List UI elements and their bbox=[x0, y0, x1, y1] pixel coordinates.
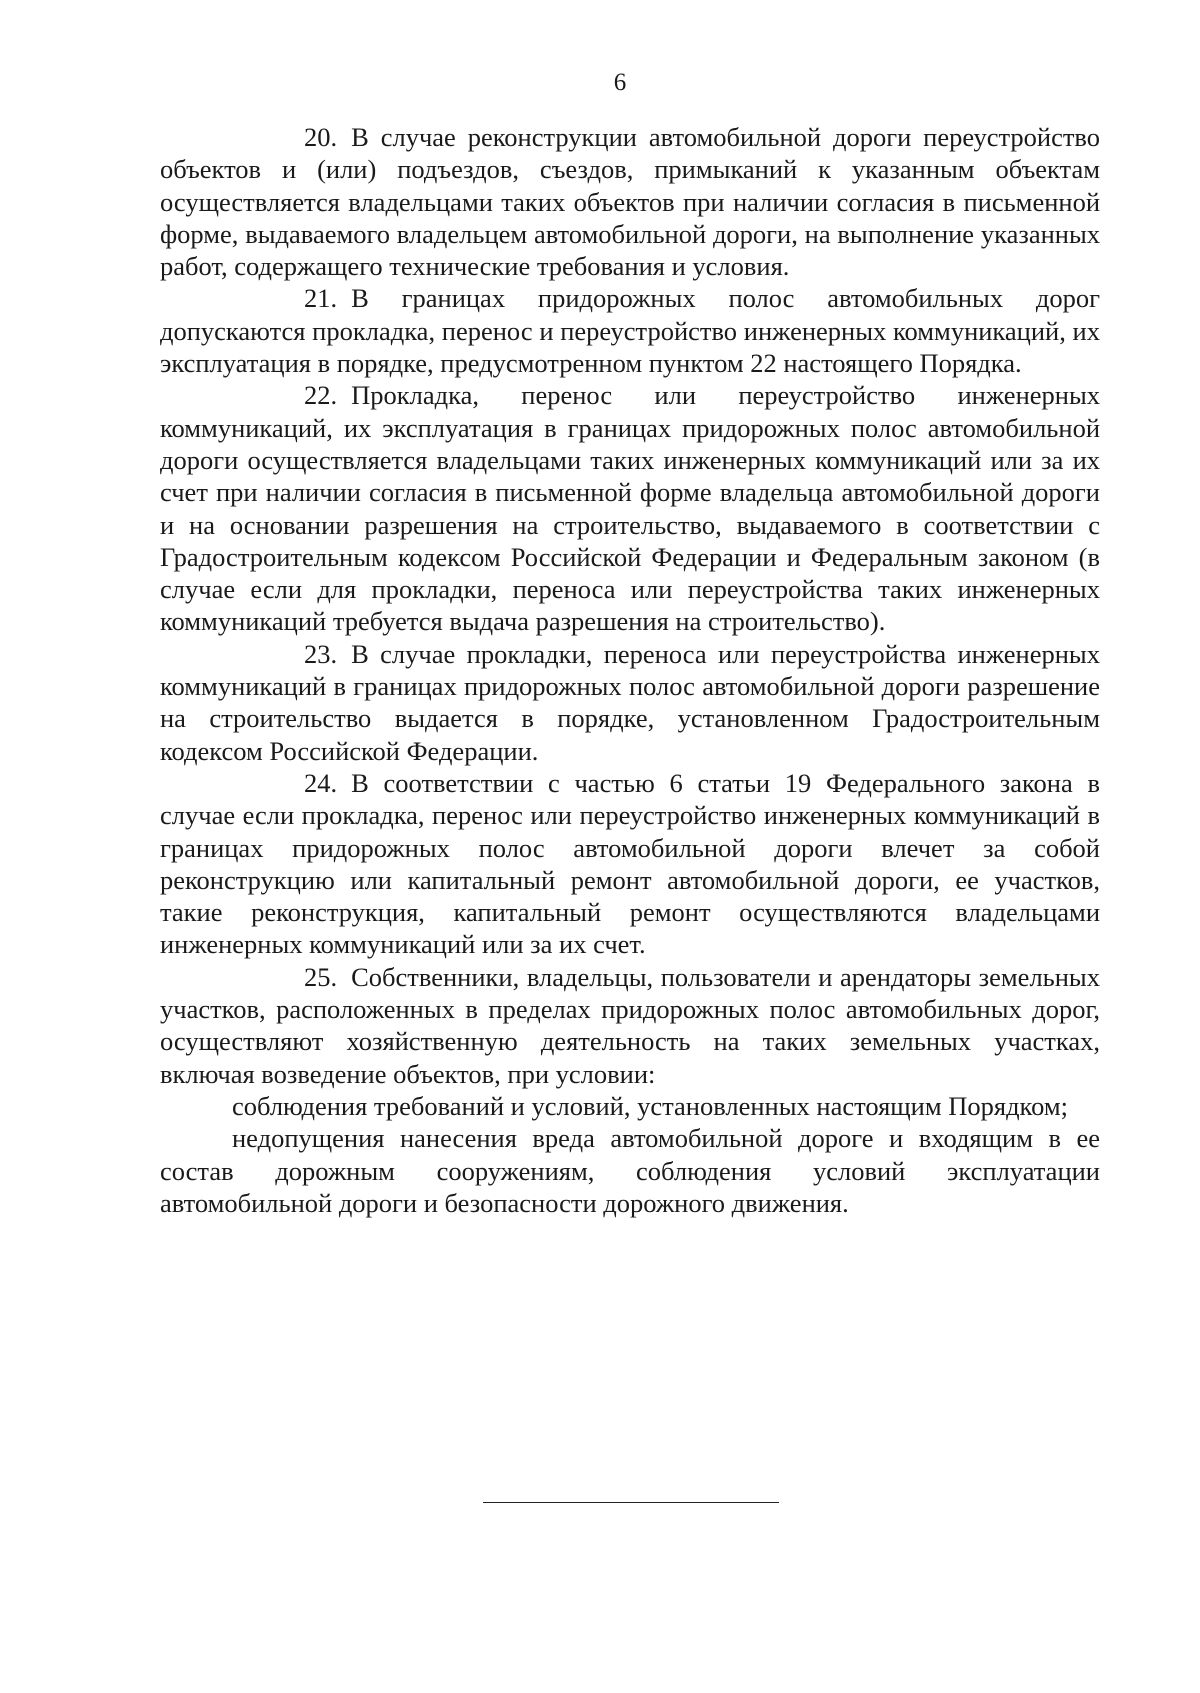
end-of-document-rule bbox=[483, 1502, 779, 1503]
condition-item: соблюдения требований и условий, установленных настоящим Порядком; bbox=[232, 1090, 1068, 1121]
paragraph-number: 21. bbox=[304, 283, 338, 314]
paragraph-text: В соответствии с частью 6 статьи 19 Федерального закона в случае если прокладка, перенос или переустройство инженерных коммуникаций в границах придорожных полос автомобильной дороги влечет за собой реконструкцию или капитальный ремонт автомобильной дороги, ее участков, такие реконструкция, капитальный ремонт осуществляются владельцами инженерных коммуникаций или за их счет. bbox=[160, 767, 1100, 960]
paragraph-21 bbox=[160, 282, 1100, 379]
paragraph-25 bbox=[160, 961, 1100, 1090]
paragraph-20 bbox=[160, 121, 1100, 282]
document-body bbox=[160, 121, 1100, 1219]
paragraph-text: В случае прокладки, переноса или переустройства инженерных коммуникаций в границах придорожных полос автомобильной дороги разрешение на строительство выдается в порядке, установленном Градостроительным кодексом Российской Федерации. bbox=[160, 638, 1100, 766]
paragraph-text: Собственники, владельцы, пользователи и арендаторы земельных участков, расположенных в пределах придорожных полос автомобильных дорог, осуществляют хозяйственную деятельность на таких земельных участках, включая возведение объектов, при условии: bbox=[160, 961, 1100, 1089]
page-number: 6 bbox=[613, 69, 627, 96]
paragraph-number: 23. bbox=[304, 638, 338, 669]
paragraph-number: 25. bbox=[304, 961, 338, 992]
paragraph-text: В границах придорожных полос автомобильных дорог допускаются прокладка, перенос и переустройство инженерных коммуникаций, их эксплуатация в порядке, предусмотренном пунктом 22 настоящего Порядка. bbox=[160, 283, 1100, 379]
paragraph-number: 20. bbox=[304, 122, 338, 152]
paragraph-23 bbox=[160, 638, 1100, 767]
condition-item: недопущения нанесения вреда автомобильной дороге и входящим в ее состав дорожным сооружениям, соблюдения условий эксплуатации автомобильной дороги и безопасности дорожного движения. bbox=[160, 1123, 1100, 1218]
paragraph-text: Прокладка, перенос или переустройство инженерных коммуникаций, их эксплуатация в границах придорожных полос автомобильной дороги осуществляется владельцами таких инженерных коммуникаций или за их счет при наличии согласия в письменной форме владельца автомобильной дороги и на основании разрешения на строительство, выдаваемого в соответствии с Градостроительным кодексом Российской Федерации и Федеральным законом (в случае если для прокладки, переноса или переустройства таких инженерных коммуникаций требуется выдача разрешения на строительство). bbox=[160, 380, 1100, 637]
paragraph-24 bbox=[160, 767, 1100, 961]
paragraph-22 bbox=[160, 379, 1100, 637]
paragraph-text: В случае реконструкции автомобильной дороги переустройство объектов и (или) подъездов, съездов, примыканий к указанным объектам осуществляется владельцами таких объектов при наличии согласия в письменной форме, выдаваемого владельцем автомобильной дороги, на выполнение указанных работ, содержащего технические требования и условия. bbox=[160, 122, 1100, 282]
paragraph-number: 24. bbox=[304, 767, 338, 798]
paragraph-number: 22. bbox=[304, 380, 338, 411]
